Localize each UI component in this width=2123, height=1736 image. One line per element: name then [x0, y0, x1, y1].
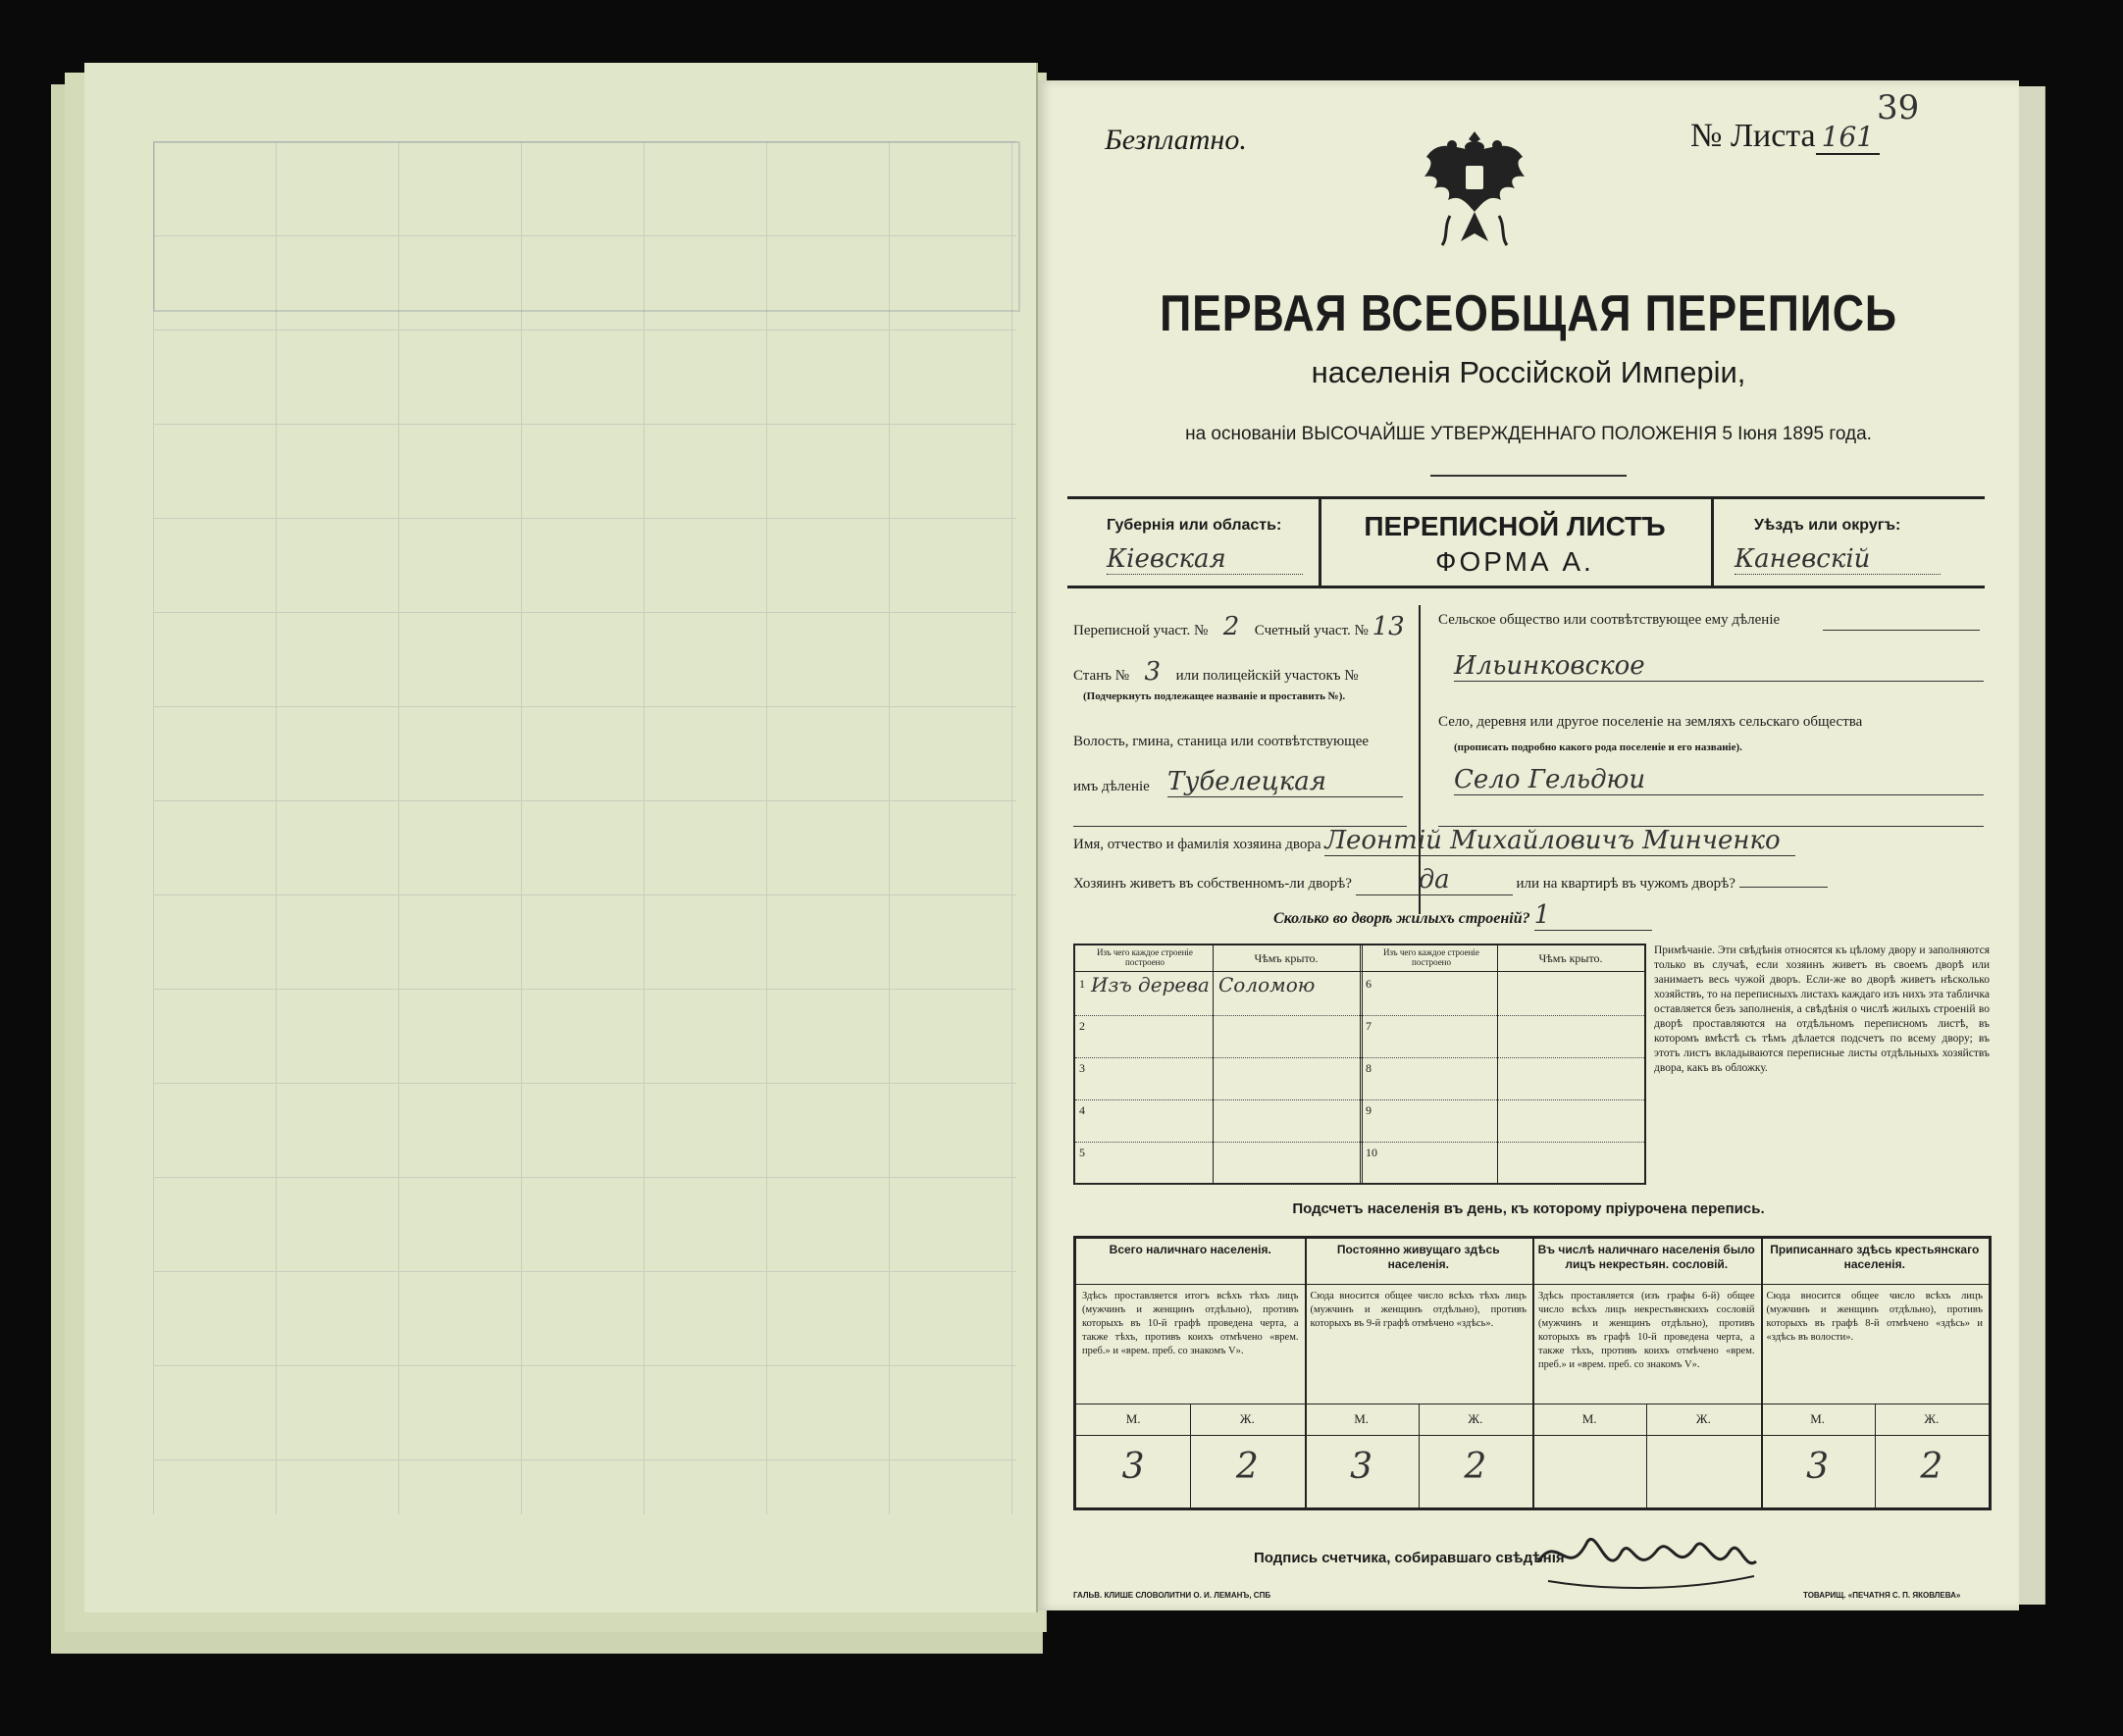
volost-label-line2: имъ дѣленіе	[1073, 779, 1150, 794]
owner-name-label: Имя, отчество и фамилія хозяина двора	[1073, 837, 1321, 852]
buildings-row-number: 9	[1366, 1103, 1372, 1117]
buildings-count-label: Сколько во дворѣ жилыхъ строеній?	[1273, 910, 1530, 927]
count-column-description: Здѣсь проставляется итогъ всѣхъ тѣхъ лицъ (мужчинъ и женщинъ отдѣльно), противъ которыхъ въ 10-й графѣ проведена черта, а также тѣхъ, противъ коихъ отмѣчено «врем. преб.» и «врем. преб. со знакомъ V».	[1082, 1291, 1299, 1356]
stan-label: Станъ №	[1073, 668, 1130, 684]
buildings-row-rule	[1075, 1142, 1644, 1143]
sheet-number-caption: № Листа	[1690, 118, 1816, 154]
count-male-value: 3	[1350, 1447, 1373, 1487]
count-female-label: Ж.	[1695, 1411, 1711, 1426]
buildings-table	[1073, 944, 1646, 1185]
own-yard-label: Хозяинъ живетъ въ собственномъ-ли дворѣ?	[1073, 876, 1352, 892]
count-female-label: Ж.	[1924, 1411, 1940, 1426]
header-divider	[1711, 499, 1714, 586]
village-instruction: (прописать подробно какого рода поселеніе и его названіе).	[1454, 741, 1742, 753]
population-count-table	[1073, 1236, 1992, 1510]
archive-folio-number: 39	[1877, 88, 1920, 128]
sheet-type-title: ПЕРЕПИСНОЙ ЛИСТЪ	[1364, 511, 1666, 541]
form-type-title: ФОРМА А.	[1435, 546, 1594, 577]
count-column-description: Сюда вносится общее число всѣхъ тѣхъ лицъ (мужчинъ и женщинъ отдѣльно), противъ которыхъ въ 9-й графѣ отмѣчено «здѣсь».	[1310, 1291, 1527, 1329]
material-column-header-2: Изъ чего каждое строеніе построено	[1383, 947, 1479, 967]
count-male-value: 3	[1121, 1447, 1145, 1487]
census-form-page	[1038, 80, 2019, 1610]
count-column-head: Въ числѣ наличнаго населенія было лицъ некрестьян. сословій.	[1537, 1243, 1755, 1271]
count-male-label: М.	[1581, 1411, 1597, 1426]
sheet-number-value: 161	[1816, 121, 1880, 155]
building-roof: Соломою	[1218, 973, 1316, 996]
underline-instruction: (Подчеркнуть подлежащее названіе и проставить №).	[1083, 690, 1346, 702]
free-of-charge-label: Безплатно.	[1105, 124, 1247, 156]
buildings-row-number: 1	[1079, 977, 1085, 991]
buildings-count-value: 1	[1534, 900, 1652, 931]
form-header-box	[1067, 496, 1985, 588]
volost-value: Тубелецкая	[1167, 767, 1403, 797]
bleed-through-grid	[153, 141, 1016, 1514]
gubernia-value: Кіевская	[1107, 544, 1303, 575]
count-male-label: М.	[1810, 1411, 1826, 1426]
rural-society-value: Ильинковское	[1454, 651, 1984, 682]
count-female-value: 2	[1235, 1447, 1259, 1487]
stan-value: 3	[1144, 657, 1162, 687]
double-headed-eagle-emblem	[1421, 118, 1528, 255]
census-area-row	[1073, 612, 1405, 641]
count-female-value: 2	[1464, 1447, 1487, 1487]
enumerator-signature	[1528, 1522, 1764, 1601]
rent-yard-label: или на квартирѣ въ чужомъ дворѣ?	[1516, 876, 1735, 892]
material-column-header: Изъ чего каждое строеніе построено	[1097, 947, 1193, 967]
enumerator-signature-label: Подпись счетчика, собиравшаго свѣдѣнія	[1254, 1550, 1565, 1566]
count-column-head: Постоянно живущаго здѣсь населенія.	[1336, 1243, 1500, 1271]
uezd-value: Каневскій	[1735, 544, 1941, 575]
count-area-label: Счетный участ. №	[1254, 623, 1369, 638]
count-female-label: Ж.	[1239, 1411, 1255, 1426]
buildings-row-rule	[1075, 1099, 1644, 1100]
census-area-value: 2	[1222, 612, 1240, 641]
roof-column-header: Чѣмъ крыто.	[1254, 951, 1319, 965]
count-male-value: 3	[1806, 1447, 1830, 1487]
count-male-label: М.	[1125, 1411, 1141, 1426]
population-count-title: Подсчетъ населенія въ день, къ которому пріурочена перепись.	[1292, 1200, 1765, 1217]
sheet-number-label	[1690, 118, 1880, 155]
rent-yard-line	[1739, 887, 1828, 888]
count-column-description: Сюда вносится общее число всѣхъ лицъ (мужчинъ и женщинъ отдѣльно), противъ которыхъ въ графѣ 8-й отмѣчено «здѣсь» и «здѣсь въ волости».	[1766, 1291, 1983, 1343]
buildings-row-number: 5	[1079, 1146, 1085, 1159]
count-table-head-rule	[1076, 1284, 1989, 1285]
buildings-row-number: 10	[1366, 1146, 1377, 1159]
printer-credit-right: ТОВАРИЩ. «ПЕЧАТНЯ С. П. ЯКОВЛЕВА»	[1803, 1591, 1961, 1600]
buildings-row-number: 8	[1366, 1061, 1372, 1075]
buildings-row-rule	[1075, 1184, 1644, 1185]
gubernia-label: Губернія или область:	[1107, 517, 1282, 534]
census-legal-basis: на основаніи ВЫСОЧАЙШЕ УТВЕРЖДЕННАГО ПОЛОЖЕНІЯ 5 Іюня 1895 года.	[1185, 424, 1872, 444]
count-column-head: Приписаннаго здѣсь крестьянскаго населенія.	[1770, 1243, 1980, 1271]
rural-society-label: Сельское общество или соотвѣтствующее ему дѣленіе	[1438, 612, 1781, 628]
village-label: Село, деревня или другое поселеніе на земляхъ сельскаго общества	[1438, 714, 1863, 730]
buildings-table-col-divider	[1213, 945, 1214, 1183]
census-title: ПЕРВАЯ ВСЕОБЩАЯ ПЕРЕПИСЬ	[1160, 285, 1897, 342]
owner-name-value: Леонтій Михайловичъ Минченко	[1324, 826, 1795, 856]
rural-society-line	[1823, 630, 1980, 631]
uezd-label: Уѣздъ или округъ:	[1754, 517, 1901, 534]
buildings-row-number: 6	[1366, 977, 1372, 991]
buildings-count-row	[1273, 900, 1652, 931]
own-yard-value: да	[1356, 865, 1513, 895]
count-column-divider	[1532, 1239, 1534, 1507]
buildings-table-head-rule	[1075, 971, 1644, 972]
buildings-row-number: 2	[1079, 1019, 1085, 1033]
police-area-label: или полицейскій участокъ №	[1175, 668, 1359, 684]
count-male-label: М.	[1354, 1411, 1370, 1426]
owner-name-row	[1073, 826, 1995, 856]
census-area-label: Переписной участ. №	[1073, 623, 1209, 638]
owner-yard-row	[1073, 865, 1995, 895]
ornament-divider	[1430, 475, 1627, 477]
count-female-label: Ж.	[1468, 1411, 1483, 1426]
roof-column-header-2: Чѣмъ крыто.	[1538, 951, 1603, 965]
printer-credit-left: ГАЛЬВ. КЛИШЕ СЛОВОЛИТНИ О. И. ЛЕМАНЪ, СПБ	[1073, 1591, 1271, 1600]
count-column-description: Здѣсь проставляется (изъ графы 6-й) общее число всѣхъ лицъ некрестьянскихъ сословій (мужчинъ и женщинъ отдѣльно), противъ которыхъ въ графѣ 10-й проведена черта, а также тѣхъ, противъ коихъ отмѣчено «врем. преб.» и «врем. преб. со знакомъ V».	[1538, 1291, 1755, 1370]
buildings-row-rule	[1075, 1015, 1644, 1016]
buildings-table-col-divider	[1497, 945, 1498, 1183]
buildings-row-rule	[1075, 1057, 1644, 1058]
count-table-values-rule	[1076, 1435, 1989, 1436]
buildings-row-number: 3	[1079, 1061, 1085, 1075]
stan-row	[1073, 657, 1359, 687]
volost-label: Волость, гмина, станица или соотвѣтствующее	[1073, 734, 1370, 749]
village-value: Село Гельдюи	[1454, 765, 1984, 795]
count-column-head: Всего наличнаго населенія.	[1109, 1243, 1271, 1256]
buildings-note: Примѣчаніе. Эти свѣдѣнія относятся къ цѣлому двору и заполняются только въ случаѣ, если хозяинъ живетъ въ своемъ дворѣ или занимаетъ весь чужой дворъ. Если-же во дворѣ живетъ нѣсколько хозяйствъ, то на переписныхъ листахъ каждаго изъ нихъ эта табличка оставляется безъ заполненія, а свѣдѣнія о числѣ жилыхъ строеній во дворѣ проставляются на отдѣльномъ переписномъ листѣ, въ которомъ вмѣстѣ съ тѣмъ дѣлается подсчетъ по всему двору; въ этотъ листъ вкладываются переписные листы отдѣльныхъ хозяйствъ двора, какъ въ обложку.	[1654, 945, 1990, 1074]
count-area-value: 13	[1372, 612, 1405, 641]
buildings-row-number: 7	[1366, 1019, 1372, 1033]
count-female-value: 2	[1920, 1447, 1943, 1487]
buildings-row-number: 4	[1079, 1103, 1085, 1117]
census-subtitle: населенія Россійской Имперіи,	[1311, 355, 1746, 389]
building-material: Изъ дерева	[1091, 973, 1210, 996]
buildings-table-half-divider	[1360, 945, 1363, 1183]
left-page	[84, 63, 1038, 1612]
